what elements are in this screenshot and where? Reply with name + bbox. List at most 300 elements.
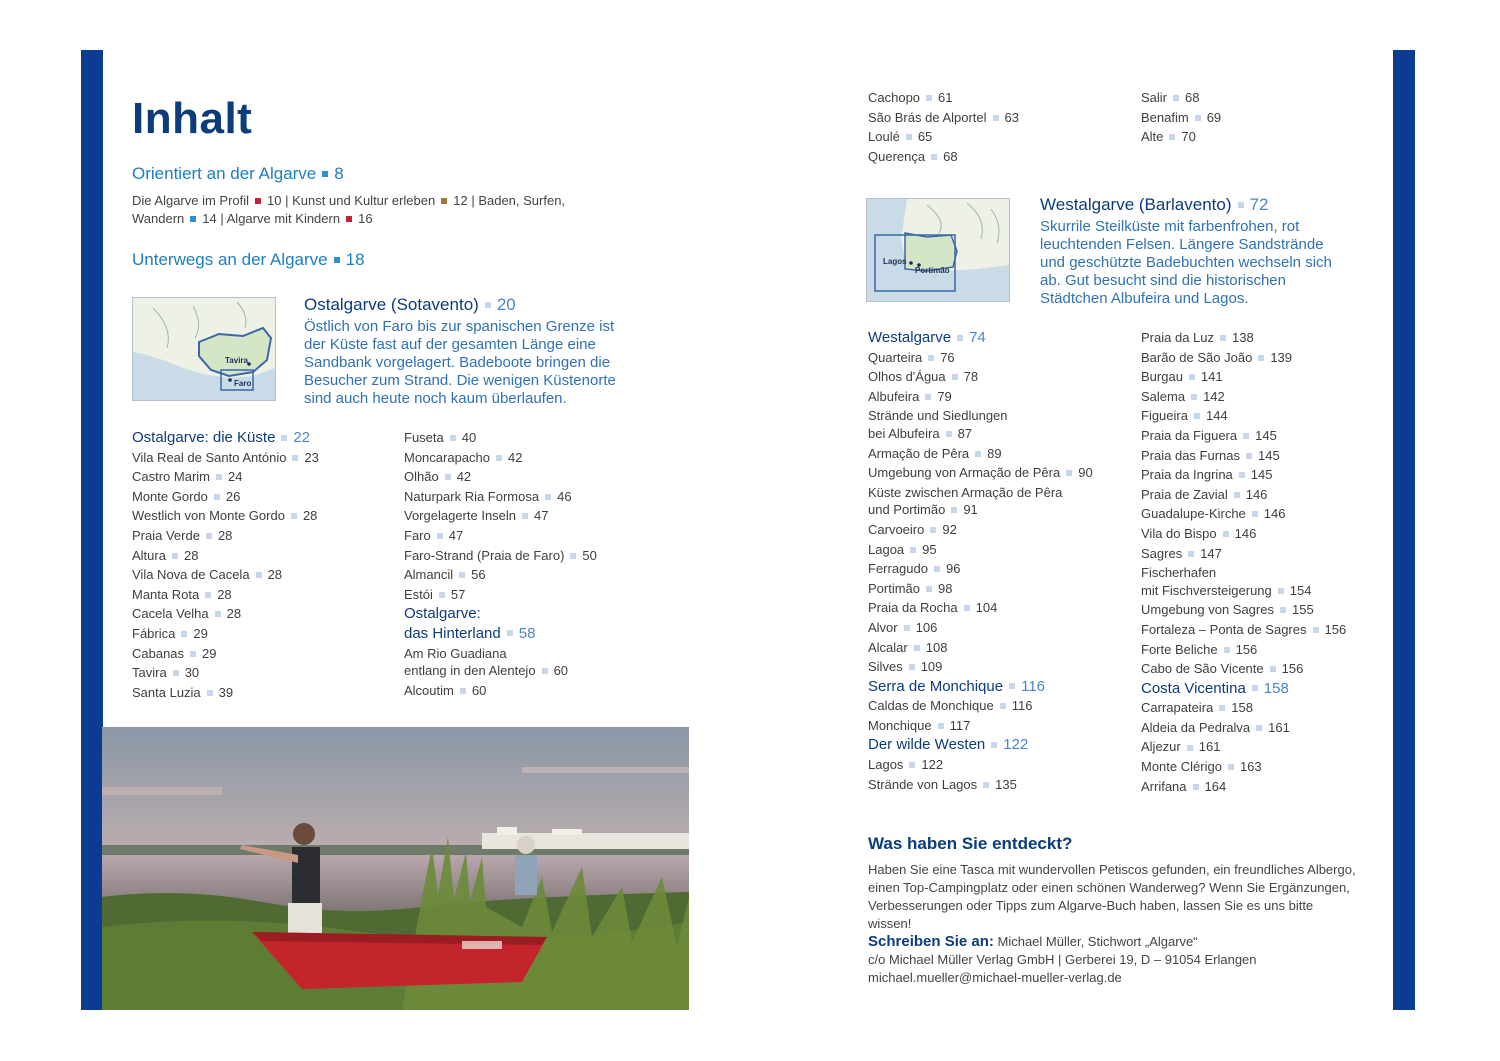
toc-entry-page: 74 bbox=[969, 329, 986, 346]
contact-email[interactable]: michael.mueller@michael-mueller-verlag.de bbox=[868, 970, 1122, 985]
page-marker-icon bbox=[1173, 95, 1179, 101]
page-marker-icon bbox=[1000, 703, 1006, 709]
intro-item[interactable] bbox=[227, 211, 373, 226]
toc-entry[interactable] bbox=[1141, 600, 1381, 620]
toc-entry[interactable] bbox=[868, 677, 1133, 697]
toc-entry[interactable] bbox=[404, 487, 664, 507]
toc-entry-page: 161 bbox=[1268, 719, 1290, 735]
page-marker-icon bbox=[256, 572, 262, 578]
toc-entry[interactable] bbox=[868, 463, 1133, 483]
toc-entry-label: Praia Verde bbox=[132, 527, 200, 543]
page-marker-icon bbox=[1280, 607, 1286, 613]
toc-entry[interactable] bbox=[404, 428, 664, 448]
toc-entry[interactable] bbox=[404, 526, 664, 546]
toc-entry-label: Vila do Bispo bbox=[1141, 525, 1217, 541]
toc-entry-page: 65 bbox=[917, 129, 933, 145]
toc-entry-page: 163 bbox=[1239, 759, 1262, 775]
toc-entry-page: 42 bbox=[508, 449, 523, 465]
toc-entry[interactable] bbox=[1141, 446, 1381, 466]
contact-write-text: Michael Müller, Stichwort „Algarve“ bbox=[997, 934, 1198, 949]
toc-entry-label: Benafim bbox=[1141, 109, 1189, 125]
toc-entry-page: 116 bbox=[1021, 677, 1046, 695]
toc-entry[interactable] bbox=[868, 735, 1133, 755]
toc-entry[interactable] bbox=[404, 467, 664, 487]
toc-entry[interactable] bbox=[868, 483, 1133, 520]
toc-entry[interactable] bbox=[1141, 698, 1381, 718]
toc-entry-label: Armação de Pêra bbox=[868, 445, 970, 461]
intro-item-page: 14 bbox=[202, 211, 217, 226]
section-unterwegs-label: Unterwegs an der Algarve bbox=[132, 250, 328, 269]
toc-entry-page: 161 bbox=[1198, 739, 1221, 755]
page-marker-icon bbox=[1219, 705, 1225, 711]
page-marker-icon bbox=[1193, 784, 1199, 790]
toc-entry-label: Monte Gordo bbox=[132, 488, 208, 504]
toc-entry[interactable] bbox=[132, 448, 392, 468]
toc-entry-label: Lagoa bbox=[868, 541, 905, 557]
toc-entry-label: Querença bbox=[868, 148, 926, 164]
page-marker-icon bbox=[1187, 745, 1193, 751]
toc-entry[interactable] bbox=[132, 546, 392, 566]
toc-entry[interactable] bbox=[404, 624, 664, 644]
toc-entry[interactable] bbox=[404, 546, 664, 566]
toc-entry-label: Almancil bbox=[404, 567, 454, 583]
ost-list-col1 bbox=[132, 428, 392, 702]
toc-entry-label: Barão de São João bbox=[1141, 349, 1253, 365]
intro-item-label: Baden, Surfen, Wandern bbox=[132, 193, 566, 226]
toc-entry-page: 68 bbox=[1185, 90, 1200, 105]
toc-entry-page: 30 bbox=[184, 665, 200, 681]
toc-entry[interactable] bbox=[132, 467, 392, 487]
top-list-col2 bbox=[1141, 88, 1341, 147]
contact-block bbox=[868, 861, 1358, 987]
toc-entry-page: 39 bbox=[218, 684, 234, 700]
toc-entry-page: 156 bbox=[1281, 661, 1304, 677]
page-title: Inhalt bbox=[132, 94, 253, 143]
toc-entry[interactable] bbox=[1141, 718, 1381, 738]
toc-entry[interactable] bbox=[1141, 504, 1381, 524]
toc-entry-page: 89 bbox=[987, 445, 1002, 461]
page-marker-icon bbox=[1224, 647, 1230, 653]
toc-entry[interactable] bbox=[1141, 426, 1381, 446]
page-marker-icon bbox=[334, 257, 340, 263]
page-marker-icon bbox=[522, 513, 528, 519]
page-marker-icon bbox=[1195, 115, 1201, 121]
toc-entry-label: Am Rio Guadiana bbox=[404, 645, 507, 661]
toc-entry-page: 60 bbox=[471, 682, 487, 698]
toc-entry-label: Strände und Siedlungen bbox=[868, 408, 1008, 424]
toc-entry[interactable] bbox=[132, 585, 392, 605]
toc-entry[interactable] bbox=[868, 328, 1133, 348]
page-marker-icon bbox=[906, 134, 912, 140]
contact-address: c/o Michael Müller Verlag GmbH | Gerberei 19, D – 91054 Erlangen bbox=[868, 952, 1257, 967]
section-unterwegs[interactable] bbox=[132, 250, 365, 270]
toc-entry-label: Aldeia da Pedralva bbox=[1141, 719, 1251, 735]
toc-entry[interactable] bbox=[868, 520, 1133, 540]
contact-text: Haben Sie eine Tasca mit wundervollen Petiscos gefunden, ein freundliches Albergo, einen Top-Campingplatz oder einen schönen Wanderweg? Wenn Sie Ergänzungen, Verbesserungen oder Tipps zum Algarve-Buch haben, lassen Sie es uns bitte wissen! bbox=[868, 862, 1356, 931]
top-list-col1 bbox=[868, 88, 1128, 166]
toc-entry[interactable] bbox=[868, 406, 1133, 443]
toc-entry[interactable] bbox=[132, 526, 392, 546]
toc-entry-label: Umgebung von Sagres bbox=[1141, 602, 1274, 618]
toc-entry[interactable] bbox=[404, 585, 664, 605]
page-marker-icon bbox=[1189, 374, 1195, 380]
toc-entry-label: Westalgarve bbox=[868, 329, 952, 346]
toc-entry[interactable] bbox=[868, 696, 1133, 716]
toc-entry[interactable] bbox=[868, 147, 1128, 167]
westalgarve-title-text: Westalgarve (Barlavento) bbox=[1040, 195, 1232, 214]
page-marker-icon bbox=[1270, 666, 1276, 672]
toc-entry-label: Fortaleza – Ponta de Sagres bbox=[1141, 621, 1307, 637]
toc-entry-label: Salir bbox=[1141, 90, 1168, 105]
intro-item-label: Die Algarve im Profil bbox=[132, 193, 250, 208]
toc-entry-label: Praia da Luz bbox=[1141, 330, 1214, 345]
toc-entry-label: São Brás de Alportel bbox=[868, 109, 987, 125]
toc-entry[interactable] bbox=[404, 644, 664, 681]
toc-entry-page: 29 bbox=[202, 645, 217, 661]
page-marker-icon bbox=[542, 668, 548, 674]
toc-entry-label: Cachopo bbox=[868, 90, 921, 105]
toc-entry-page: 147 bbox=[1200, 545, 1222, 561]
toc-entry-page: 29 bbox=[193, 625, 208, 641]
toc-entry[interactable] bbox=[868, 367, 1133, 387]
toc-entry-label: Olhos d'Água bbox=[868, 369, 946, 385]
toc-entry-page: 63 bbox=[1004, 109, 1019, 125]
intro-items bbox=[132, 192, 572, 228]
toc-entry-label: Praia de Zavial bbox=[1141, 486, 1228, 502]
toc-entry-label: Vila Nova de Cacela bbox=[132, 567, 250, 583]
toc-entry-label: Alcalar bbox=[868, 639, 908, 655]
toc-entry-page: 91 bbox=[963, 502, 978, 518]
toc-entry-page: 28 bbox=[183, 547, 199, 563]
page-marker-icon bbox=[957, 335, 963, 341]
toc-entry[interactable] bbox=[404, 448, 664, 468]
toc-entry-label: Guadalupe-Kirche bbox=[1141, 506, 1246, 522]
page-marker-icon bbox=[460, 688, 466, 694]
page-marker-icon bbox=[951, 507, 957, 513]
page-marker-icon bbox=[207, 690, 213, 696]
toc-entry-label: das Hinterland bbox=[404, 624, 501, 642]
page-marker-icon bbox=[1169, 134, 1175, 140]
toc-entry[interactable] bbox=[132, 428, 392, 448]
map-label-faro: Faro bbox=[234, 379, 252, 388]
toc-entry-page: 138 bbox=[1232, 330, 1254, 345]
toc-entry-page: 108 bbox=[925, 639, 948, 655]
map-label-tavira: Tavira bbox=[225, 356, 248, 365]
toc-entry-page: 164 bbox=[1204, 778, 1227, 794]
toc-entry[interactable] bbox=[1141, 406, 1381, 426]
toc-entry[interactable] bbox=[868, 559, 1133, 579]
toc-entry-label: Küste zwischen Armação de Pêra bbox=[868, 484, 1063, 500]
toc-entry-page: 155 bbox=[1291, 602, 1314, 618]
page-marker-icon bbox=[190, 216, 196, 222]
west-list-col1 bbox=[868, 328, 1133, 794]
toc-entry-label: Cabanas bbox=[132, 645, 185, 661]
toc-entry[interactable] bbox=[1141, 524, 1381, 544]
toc-entry-label: Fábrica bbox=[132, 625, 176, 641]
toc-entry[interactable] bbox=[1141, 737, 1381, 757]
toc-entry-page: 106 bbox=[915, 619, 938, 635]
toc-entry-label: Vorgelagerte Inseln bbox=[404, 508, 517, 524]
page-marker-icon bbox=[485, 302, 491, 308]
toc-entry-label: Alte bbox=[1141, 129, 1164, 145]
westalgarve-map bbox=[866, 198, 1010, 302]
page-marker-icon bbox=[214, 494, 220, 500]
toc-entry-page: 109 bbox=[920, 659, 943, 675]
toc-entry-label: Faro-Strand (Praia de Faro) bbox=[404, 547, 565, 563]
section-orientiert[interactable] bbox=[132, 164, 344, 184]
page-marker-icon bbox=[496, 455, 502, 461]
toc-entry-page: 145 bbox=[1258, 447, 1280, 463]
toc-entry-label: Fischerhafen bbox=[1141, 565, 1217, 581]
toc-entry-label: Silves bbox=[868, 659, 903, 675]
page-marker-icon bbox=[206, 533, 212, 539]
toc-entry-label: Der wilde Westen bbox=[868, 736, 986, 754]
toc-entry-page: 116 bbox=[1011, 698, 1033, 714]
toc-entry-label: Westlich von Monte Gordo bbox=[132, 508, 285, 524]
page-marker-icon bbox=[437, 533, 443, 539]
page-marker-icon bbox=[1239, 472, 1245, 478]
toc-entry-label: Santa Luzia bbox=[132, 684, 201, 700]
toc-entry-page: 68 bbox=[943, 148, 958, 164]
toc-entry-label: Tavira bbox=[132, 665, 167, 681]
toc-entry-label: Faro bbox=[404, 527, 431, 543]
toc-entry-page: 122 bbox=[1003, 736, 1029, 754]
toc-entry-label: Sagres bbox=[1141, 545, 1183, 561]
toc-entry-label: Figueira bbox=[1141, 408, 1188, 424]
toc-entry[interactable] bbox=[1141, 777, 1381, 797]
toc-entry[interactable] bbox=[132, 683, 392, 703]
toc-entry-page: 146 bbox=[1245, 486, 1268, 502]
page-marker-icon bbox=[570, 553, 576, 559]
page-marker-icon bbox=[1188, 551, 1194, 557]
toc-entry[interactable] bbox=[404, 565, 664, 585]
westalgarve-page: 72 bbox=[1249, 195, 1269, 214]
toc-entry[interactable] bbox=[868, 657, 1133, 677]
toc-entry[interactable] bbox=[1141, 465, 1381, 485]
toc-entry[interactable] bbox=[868, 88, 1128, 108]
toc-entry-page: 158 bbox=[1263, 679, 1289, 697]
toc-entry-label: Quarteira bbox=[868, 349, 923, 365]
toc-entry-label: Burgau bbox=[1141, 369, 1183, 385]
page-marker-icon bbox=[991, 742, 997, 748]
toc-entry[interactable] bbox=[1141, 679, 1381, 699]
map-label-lagos: Lagos bbox=[883, 257, 907, 266]
toc-entry[interactable] bbox=[1141, 544, 1381, 564]
toc-entry-page: 78 bbox=[963, 369, 979, 385]
page-marker-icon bbox=[173, 670, 179, 676]
toc-entry-page: 95 bbox=[922, 541, 937, 557]
contact-write-label: Schreiben Sie an: bbox=[868, 933, 994, 950]
toc-entry-label: Salema bbox=[1141, 388, 1186, 404]
toc-entry-page: 98 bbox=[938, 580, 953, 596]
toc-entry[interactable] bbox=[404, 506, 664, 526]
page-marker-icon bbox=[964, 605, 970, 611]
ostalgarve-description: Östlich von Faro bis zur spanischen Grenze ist der Küste fast auf der gesamten Länge eine Sandbank vorgelagert. Badeboote bringen die Besucher zum Strand. Die wenigen Küstenorte sind auch heute noch kaum überlaufen. bbox=[304, 318, 616, 407]
toc-entry-label: Serra de Monchique bbox=[868, 677, 1004, 695]
toc-entry[interactable] bbox=[404, 604, 664, 624]
toc-entry-page: 146 bbox=[1263, 506, 1286, 522]
section-orientiert-page: 8 bbox=[334, 164, 344, 183]
right-page-edge-bar bbox=[1393, 50, 1415, 1010]
toc-entry[interactable] bbox=[868, 716, 1133, 736]
page-marker-icon bbox=[1258, 355, 1264, 361]
toc-entry[interactable] bbox=[1141, 640, 1381, 660]
page-marker-icon bbox=[322, 171, 328, 177]
westalgarve-description: Skurrile Steilküste mit farbenfrohen, rot leuchtenden Felsen. Längere Sandstrände und geschützte Badebuchten wechseln sich ab. Gut besucht sind die historischen Städtchen Albufeira und Lagos. bbox=[1040, 218, 1332, 307]
toc-entry-label: Alcoutim bbox=[404, 682, 454, 698]
page-marker-icon bbox=[507, 630, 513, 636]
toc-entry[interactable] bbox=[868, 108, 1128, 128]
toc-entry[interactable] bbox=[868, 444, 1133, 464]
toc-entry[interactable] bbox=[868, 579, 1133, 599]
toc-entry-page: 117 bbox=[949, 717, 971, 733]
westalgarve-title[interactable] bbox=[1040, 195, 1268, 215]
boat-photo-graphic bbox=[102, 727, 689, 1010]
page-marker-icon bbox=[931, 154, 937, 160]
toc-entry[interactable] bbox=[868, 127, 1128, 147]
toc-entry-label: Manta Rota bbox=[132, 586, 200, 602]
toc-entry-page: 50 bbox=[582, 547, 597, 563]
toc-entry-page: 46 bbox=[557, 488, 572, 504]
toc-entry-page: 28 bbox=[226, 606, 242, 622]
page-marker-icon bbox=[1234, 492, 1240, 498]
toc-entry-page: 76 bbox=[940, 349, 955, 365]
toc-entry[interactable] bbox=[1141, 485, 1381, 505]
toc-entry-page: 56 bbox=[471, 567, 486, 583]
toc-entry-page: 156 bbox=[1324, 621, 1347, 637]
toc-entry-page: 57 bbox=[450, 586, 466, 602]
page-marker-icon bbox=[1252, 511, 1258, 517]
page-marker-icon bbox=[1238, 202, 1244, 208]
page-marker-icon bbox=[975, 451, 981, 457]
toc-entry-page: 122 bbox=[921, 757, 944, 773]
map-label-portimao: Portimão bbox=[915, 266, 950, 275]
toc-entry-page: 60 bbox=[553, 663, 569, 679]
toc-entry-label: Ostalgarve: bbox=[404, 605, 481, 623]
toc-entry[interactable] bbox=[868, 755, 1133, 775]
toc-entry[interactable] bbox=[132, 604, 392, 624]
page-marker-icon bbox=[216, 474, 222, 480]
toc-entry-page: 90 bbox=[1078, 465, 1093, 481]
toc-entry-label-cont: und Portimão bbox=[868, 502, 946, 518]
toc-entry-page: 146 bbox=[1234, 525, 1257, 541]
toc-entry-page: 158 bbox=[1231, 700, 1253, 716]
page-marker-icon bbox=[904, 625, 910, 631]
toc-entry[interactable] bbox=[868, 348, 1133, 368]
page-marker-icon bbox=[952, 374, 958, 380]
page-marker-icon bbox=[346, 216, 352, 222]
ostalgarve-title[interactable] bbox=[304, 295, 516, 315]
toc-entry-label: Moncarapacho bbox=[404, 449, 490, 465]
page-marker-icon bbox=[439, 592, 445, 598]
toc-entry[interactable] bbox=[1141, 387, 1381, 407]
toc-entry-page: 28 bbox=[302, 508, 318, 524]
toc-entry[interactable] bbox=[132, 644, 392, 664]
toc-entry-page: 28 bbox=[217, 586, 232, 602]
toc-entry[interactable] bbox=[132, 624, 392, 644]
toc-entry-label: Estói bbox=[404, 586, 433, 602]
intro-item-label: Algarve mit Kindern bbox=[226, 211, 341, 226]
toc-entry[interactable] bbox=[404, 681, 664, 701]
toc-entry[interactable] bbox=[1141, 127, 1341, 147]
toc-entry-label-cont: bei Albufeira bbox=[868, 425, 940, 441]
intro-item[interactable] bbox=[132, 193, 282, 208]
toc-entry[interactable] bbox=[1141, 757, 1381, 777]
toc-entry[interactable] bbox=[868, 598, 1133, 618]
page-marker-icon bbox=[292, 455, 298, 461]
ostalgarve-map bbox=[132, 297, 276, 401]
page-marker-icon bbox=[281, 435, 287, 441]
toc-entry[interactable] bbox=[868, 775, 1133, 795]
toc-entry[interactable] bbox=[1141, 108, 1341, 128]
toc-entry-label: Lagos bbox=[868, 757, 904, 773]
toc-entry[interactable] bbox=[1141, 88, 1341, 108]
toc-entry-page: 145 bbox=[1255, 427, 1277, 443]
toc-entry[interactable] bbox=[1141, 328, 1381, 348]
page-marker-icon bbox=[190, 651, 196, 657]
separator: | bbox=[216, 211, 227, 226]
toc-entry[interactable] bbox=[1141, 620, 1381, 640]
toc-entry[interactable] bbox=[1141, 367, 1381, 387]
ostalgarve-page: 20 bbox=[496, 295, 516, 314]
toc-entry-label: Loulé bbox=[868, 129, 900, 145]
page-marker-icon bbox=[1256, 725, 1262, 731]
toc-entry[interactable] bbox=[1141, 659, 1381, 679]
toc-entry-label: Olhão bbox=[404, 469, 439, 485]
page-marker-icon bbox=[983, 782, 989, 788]
toc-entry-label-cont: entlang in den Alentejo bbox=[404, 663, 536, 679]
toc-entry-page: 145 bbox=[1250, 467, 1273, 483]
toc-entry-page: 28 bbox=[217, 527, 233, 543]
page-marker-icon bbox=[291, 513, 297, 519]
toc-entry[interactable] bbox=[868, 618, 1133, 638]
toc-entry-page: 70 bbox=[1181, 129, 1196, 145]
toc-entry[interactable] bbox=[132, 663, 392, 683]
toc-entry[interactable] bbox=[132, 565, 392, 585]
toc-entry-page: 24 bbox=[228, 469, 243, 485]
boat-photo bbox=[102, 727, 689, 1010]
page-marker-icon bbox=[909, 664, 915, 670]
ostalgarve-title-text: Ostalgarve (Sotavento) bbox=[304, 295, 479, 314]
page-marker-icon bbox=[1252, 685, 1258, 691]
ostalgarve-map-graphic bbox=[133, 298, 275, 400]
toc-entry[interactable] bbox=[868, 540, 1133, 560]
page-marker-icon bbox=[1066, 470, 1072, 476]
page-marker-icon bbox=[172, 553, 178, 559]
page-marker-icon bbox=[928, 355, 934, 361]
page-marker-icon bbox=[1278, 588, 1284, 594]
toc-entry-label: Vila Real de Santo António bbox=[132, 449, 287, 465]
toc-entry[interactable] bbox=[132, 506, 392, 526]
toc-entry-label: Fuseta bbox=[404, 430, 444, 445]
page-marker-icon bbox=[925, 394, 931, 400]
toc-entry-label: Costa Vicentina bbox=[1141, 679, 1246, 697]
toc-entry[interactable] bbox=[868, 387, 1133, 407]
toc-entry-label: Umgebung von Armação de Pêra bbox=[868, 465, 1061, 481]
page-marker-icon bbox=[459, 572, 465, 578]
toc-entry[interactable] bbox=[868, 638, 1133, 658]
intro-item[interactable] bbox=[292, 193, 468, 208]
toc-entry[interactable] bbox=[1141, 563, 1381, 600]
toc-entry-page: 139 bbox=[1270, 349, 1293, 365]
page-marker-icon bbox=[441, 198, 447, 204]
toc-entry[interactable] bbox=[1141, 348, 1381, 368]
toc-entry[interactable] bbox=[132, 487, 392, 507]
section-orientiert-label: Orientiert an der Algarve bbox=[132, 164, 317, 183]
page-marker-icon bbox=[215, 611, 221, 617]
toc-entry-page: 154 bbox=[1289, 582, 1312, 598]
intro-item-page: 12 bbox=[453, 193, 468, 208]
